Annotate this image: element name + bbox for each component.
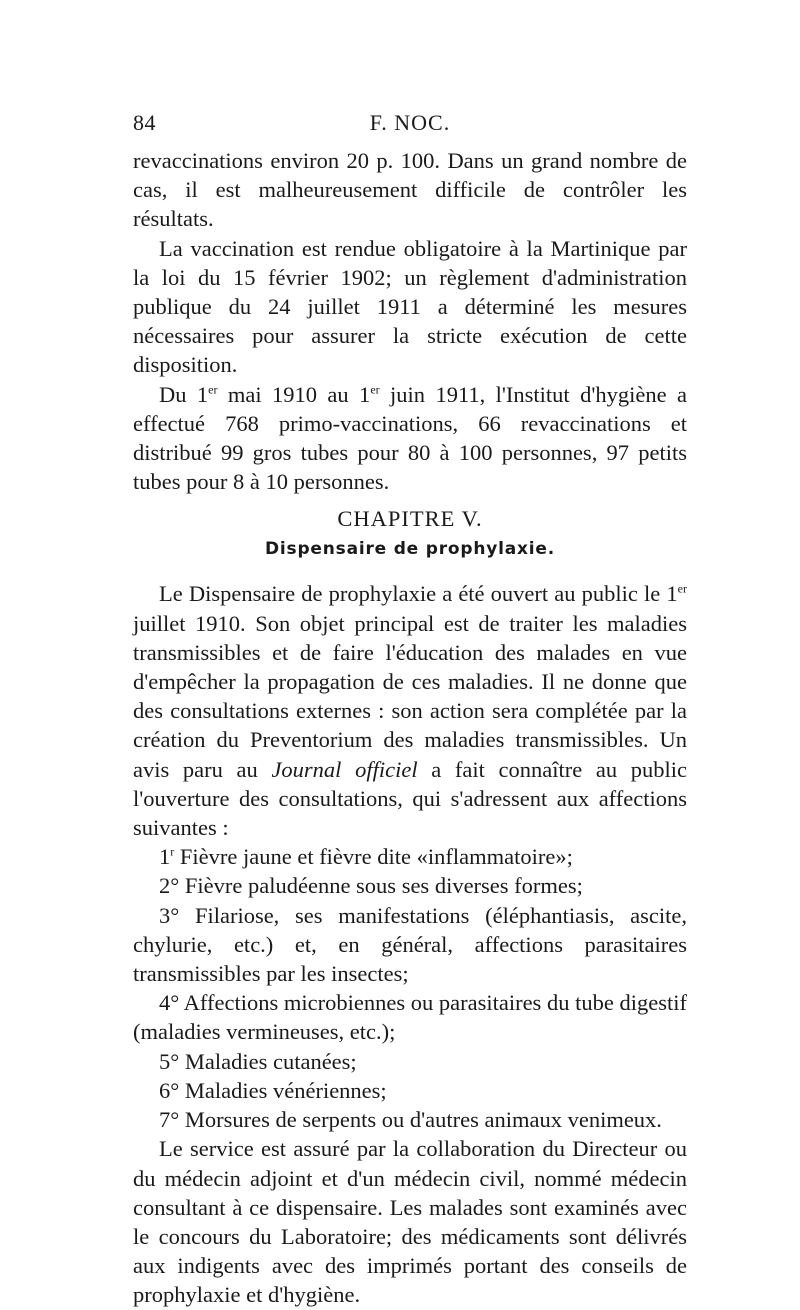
list-text: Maladies vénériennes; bbox=[179, 1077, 387, 1103]
text-run: Du 1 bbox=[159, 381, 209, 407]
list-number: 2° bbox=[159, 873, 180, 899]
list-number: 5° bbox=[159, 1048, 180, 1074]
running-head-author: F. NOC. bbox=[369, 110, 451, 135]
list-text: Maladies cutanées; bbox=[179, 1048, 357, 1074]
paragraph-institut-statistics bbox=[133, 380, 687, 497]
paragraph-dispensaire-intro bbox=[133, 579, 687, 842]
body-text bbox=[133, 146, 687, 1310]
list-number: 6° bbox=[159, 1077, 180, 1103]
list-item bbox=[133, 901, 687, 989]
list-item bbox=[133, 988, 687, 1046]
text-run: mai 1910 au 1 bbox=[217, 381, 371, 407]
paragraph-service: Le service est assuré par la collaboration du Directeur ou du médecin adjoint et d'un médecin civil, nommé médecin consultant à ce dispensaire. Les malades sont examinés avec le concours du Laboratoire; des médicaments sont délivrés aux indigents avec des imprimés portant des conseils de prophylaxie et d'hygiène. bbox=[133, 1136, 687, 1308]
superscript: er bbox=[370, 382, 380, 397]
list-text: Morsures de serpents ou d'autres animaux venimeux. bbox=[179, 1107, 662, 1133]
page-number: 84 bbox=[133, 110, 156, 135]
journal-officiel-italic: Journal officiel bbox=[271, 756, 418, 782]
list-item bbox=[133, 1076, 687, 1105]
text-run: juillet 1910. Son objet principal est de traiter les maladies transmissibles et de faire l'éducation des malades en vue d'empêcher la propagation de ces maladies. Il ne donne que des consultations externes : son action sera complétée par la création du Preventorium des maladies transmissibles. Un avis paru au bbox=[133, 610, 687, 782]
text-run: Le Dispensaire de prophylaxie a été ouvert au public le 1 bbox=[159, 581, 678, 607]
list-item bbox=[133, 1047, 687, 1076]
text-run: a fait connaître au public l'ouverture des consultations, qui s'adressent aux affections suivantes : bbox=[133, 756, 687, 841]
list-item bbox=[133, 842, 687, 871]
superscript: r bbox=[170, 844, 175, 859]
superscript: er bbox=[208, 382, 218, 397]
section-title: Dispensaire de prophylaxie. bbox=[265, 539, 555, 560]
list-item bbox=[133, 1105, 687, 1134]
paragraph-vaccination-law: La vaccination est rendue obligatoire à la Martinique par la loi du 15 février 1902; un règlement d'administration publique du 24 juillet 1911 a déterminé les mesures nécessaires pour assurer la stricte exécution de cette disposition. bbox=[133, 235, 687, 378]
list-number: 1 bbox=[159, 844, 171, 870]
list-text: Fièvre jaune et fièvre dite «inflammatoire»; bbox=[174, 844, 573, 870]
list-number: 4° bbox=[159, 990, 180, 1016]
chapter-title: CHAPITRE V. bbox=[337, 506, 483, 532]
list-number: 3° bbox=[159, 902, 180, 928]
list-text: Filariose, ses manifestations (éléphantiasis, ascite, chylurie, etc.) et, en général, affections parasitaires transmissibles par les insectes; bbox=[133, 902, 687, 987]
running-head bbox=[133, 110, 687, 140]
list-number: 7° bbox=[159, 1107, 180, 1133]
list-text: Affections microbiennes ou parasitaires du tube digestif (maladies vermineuses, etc.); bbox=[133, 990, 687, 1045]
superscript: er bbox=[677, 581, 687, 596]
list-item bbox=[133, 871, 687, 900]
list-text: Fièvre paludéenne sous ses diverses formes; bbox=[179, 873, 583, 899]
text-run: juin 1911, l'Institut d'hygiène a effectué 768 primo-vaccinations, 66 revaccinations et distribué 99 gros tubes pour 80 à 100 personnes, 97 petits tubes pour 8 à 10 personnes. bbox=[133, 381, 687, 495]
paragraph-revaccinations: revaccinations environ 20 p. 100. Dans un grand nombre de cas, il est malheureusement difficile de contrôler les résultats. bbox=[133, 148, 687, 232]
